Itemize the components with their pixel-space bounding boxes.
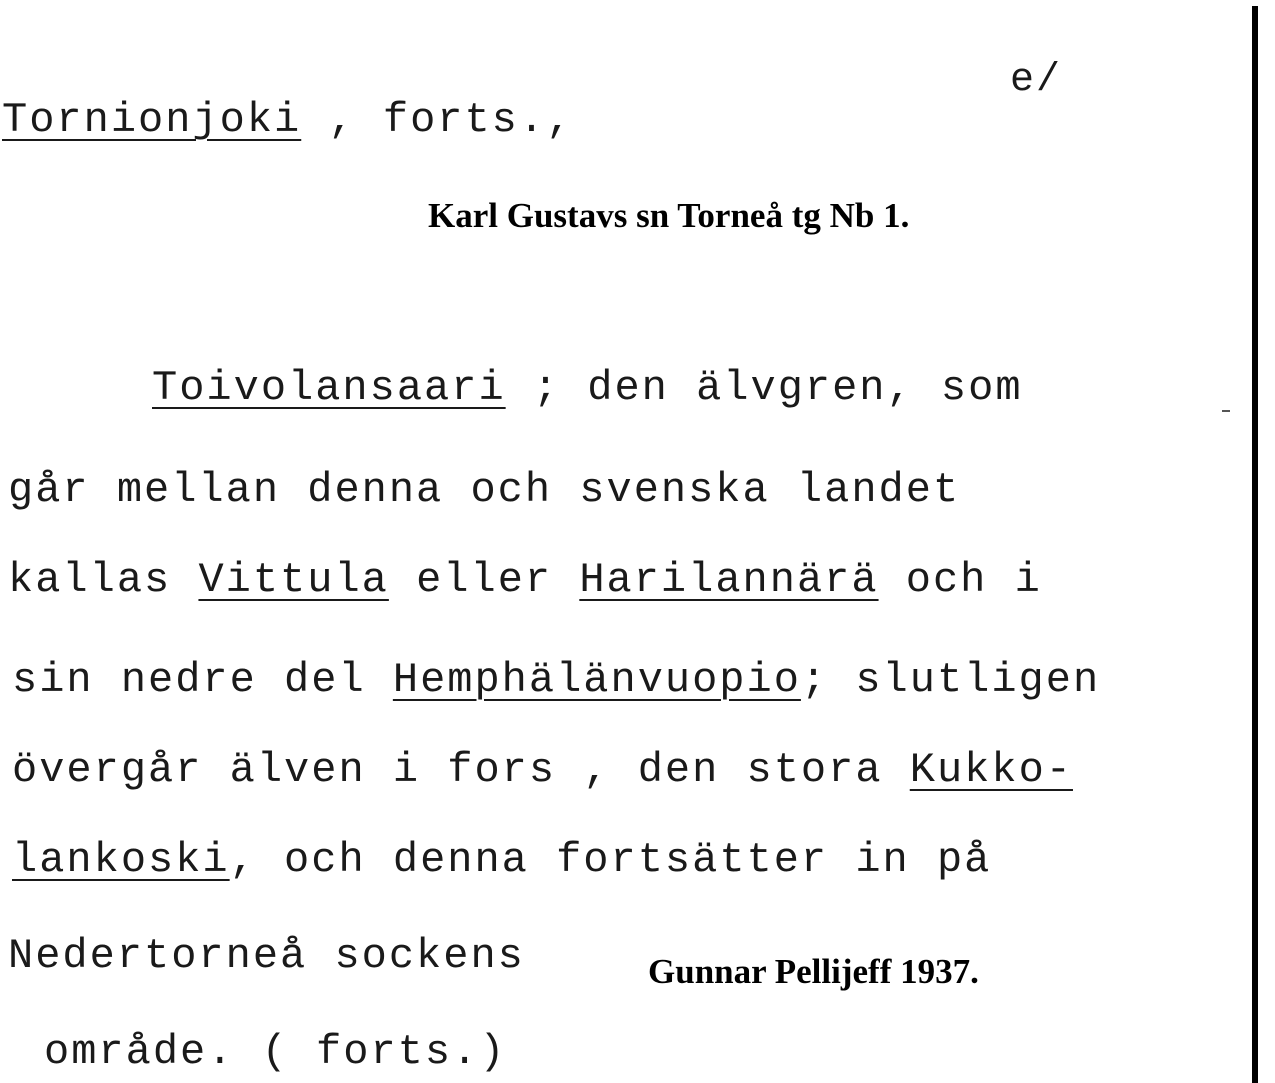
card-heading	[2, 96, 573, 144]
text-line-1	[152, 364, 1023, 412]
location-stamp: Karl Gustavs sn Torneå tg Nb 1.	[428, 196, 910, 235]
place-name-hemphalanvuopio: Hemphälänvuopio	[392, 656, 801, 704]
text-line-8: område. ( forts.)	[44, 1028, 507, 1076]
author-stamp: Gunnar Pellijeff 1937.	[648, 952, 979, 991]
line-5-a: övergår älven i fors , den stora	[12, 746, 910, 794]
text-line-7: Nedertorneå sockens	[8, 932, 525, 980]
place-name-kukko: Kukko-	[909, 746, 1073, 794]
text-line-2: går mellan denna och svenska landet	[8, 466, 961, 514]
line-1-text: ; den älvgren, som	[505, 364, 1023, 412]
text-line-4	[12, 656, 1100, 704]
line-3-a: kallas	[8, 556, 199, 604]
text-line-6	[12, 836, 991, 884]
line-3-c: eller	[388, 556, 580, 604]
heading-suffix: , forts.,	[301, 96, 574, 144]
text-line-3	[8, 556, 1042, 604]
scan-mark	[1222, 410, 1230, 412]
card-mark: e/	[1010, 58, 1063, 103]
text-line-5	[12, 746, 1073, 794]
line-4-a: sin nedre del	[12, 656, 393, 704]
line-3-e: och i	[878, 556, 1042, 604]
card-edge-line	[1252, 6, 1258, 1083]
heading-river-name: Tornionjoki	[2, 96, 302, 144]
place-name-vittula: Vittula	[198, 556, 389, 604]
line-4-c: ; slutligen	[800, 656, 1101, 704]
place-name-toivolansaari: Toivolansaari	[152, 364, 506, 412]
place-name-lankoski: lankoski	[12, 836, 230, 884]
line-6-b: , och denna fortsätter in på	[229, 836, 992, 884]
place-name-harilannara: Harilannärä	[579, 556, 879, 604]
